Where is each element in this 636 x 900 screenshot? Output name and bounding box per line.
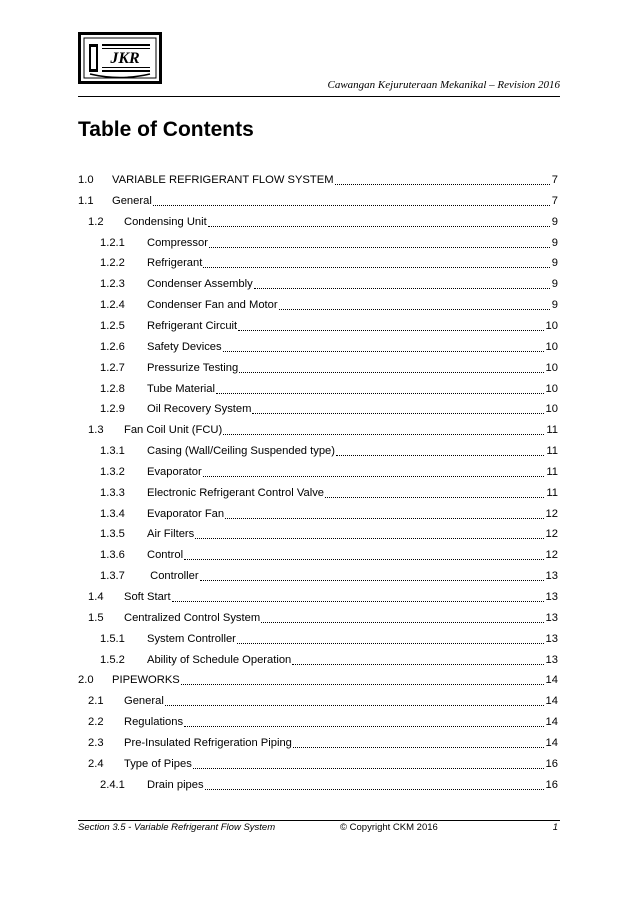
toc-entry-number: 1.3.1 (100, 445, 125, 458)
toc-entry-title: Air Filters (147, 528, 195, 541)
toc-entry-number: 1.2.4 (100, 299, 125, 312)
toc-entry[interactable] (0, 733, 636, 753)
toc-entry-page: 7 (551, 174, 558, 186)
toc-entry-title: Centralized Control System (124, 611, 261, 624)
toc-entry[interactable] (0, 399, 636, 419)
toc-entry[interactable] (0, 712, 636, 732)
toc-entry-number: 1.3.2 (100, 465, 125, 478)
page-title: Table of Contents (78, 118, 254, 141)
toc-entry[interactable] (0, 691, 636, 711)
toc-dot-leader (239, 372, 544, 373)
toc-entry-page: 13 (545, 611, 558, 624)
toc-dot-leader (165, 705, 544, 706)
toc-entry-page: 10 (545, 340, 558, 353)
toc-entry[interactable] (0, 587, 636, 607)
toc-entry-number: 1.0 (78, 174, 94, 186)
toc-dot-leader (181, 684, 544, 685)
toc-entry[interactable] (0, 483, 636, 503)
toc-entry[interactable] (0, 358, 636, 378)
toc-dot-leader (237, 643, 544, 644)
toc-entry-title: Pre-Insulated Refrigeration Piping (124, 736, 292, 749)
toc-dot-leader (336, 455, 544, 456)
header-revision-text: Cawangan Kejuruteraan Mekanikal – Revision 2016 (327, 79, 560, 91)
toc-dot-leader (205, 789, 544, 790)
toc-entry-title: Evaporator Fan (147, 507, 225, 520)
toc-entry[interactable] (0, 295, 636, 315)
jkr-logo (78, 32, 162, 84)
toc-entry-page: 10 (545, 361, 558, 374)
toc-entry-number: 1.2.2 (100, 257, 125, 270)
toc-entry-number: 2.4 (88, 757, 104, 770)
toc-entry-page: 13 (545, 632, 558, 645)
toc-entry-title: Refrigerant Circuit (147, 319, 238, 332)
toc-entry[interactable] (0, 379, 636, 399)
toc-entry-title: Compressor (147, 236, 208, 249)
toc-entry-page: 12 (545, 528, 558, 541)
toc-entry-page: 10 (545, 382, 558, 395)
toc-entry-page: 13 (545, 570, 558, 583)
toc-dot-leader (223, 351, 544, 352)
toc-entry-title: Ability of Schedule Operation (147, 653, 292, 666)
toc-entry-title: Pressurize Testing (147, 361, 239, 374)
toc-entry-number: 1.2.1 (100, 236, 125, 249)
toc-entry-page: 16 (545, 757, 558, 770)
toc-entry-title: Condenser Assembly (147, 278, 253, 291)
toc-entry-number: 2.0 (78, 674, 94, 687)
toc-entry[interactable] (0, 524, 636, 544)
toc-entry-number: 1.3 (88, 424, 104, 437)
toc-entry-title: VARIABLE REFRIGERANT FLOW SYSTEM (112, 174, 334, 186)
toc-entry[interactable] (0, 608, 636, 628)
toc-entry-number: 1.2.9 (100, 403, 125, 416)
toc-entry-page: 9 (551, 215, 558, 228)
toc-entry-page: 16 (545, 778, 558, 791)
toc-entry-title: Fan Coil Unit (FCU) (124, 424, 223, 437)
footer-divider (78, 820, 560, 821)
toc-entry-title: General (124, 695, 164, 708)
footer-section: Section 3.5 - Variable Refrigerant Flow System (78, 822, 276, 833)
toc-entry-title: Control (147, 549, 184, 562)
toc-entry[interactable] (0, 650, 636, 670)
toc-entry-title: System Controller (147, 632, 236, 645)
toc-dot-leader (225, 518, 544, 519)
toc-entry-number: 1.3.3 (100, 486, 125, 499)
header-divider (78, 96, 560, 97)
toc-entry-number: 2.1 (88, 695, 104, 708)
toc-dot-leader (172, 601, 544, 602)
toc-entry-page: 13 (545, 653, 558, 666)
toc-entry-title: Regulations (124, 716, 184, 729)
toc-entry-title: Electronic Refrigerant Control Valve (147, 486, 325, 499)
toc-entry-number: 1.5 (88, 611, 104, 624)
toc-entry-number: 1.2.3 (100, 278, 125, 291)
toc-entry[interactable] (0, 629, 636, 649)
toc-entry-number: 2.4.1 (100, 778, 125, 791)
toc-entry-page: 11 (546, 465, 558, 478)
toc-entry-page: 11 (546, 424, 558, 437)
toc-entry-title: Refrigerant (147, 257, 203, 270)
toc-dot-leader (252, 413, 544, 414)
toc-entry-number: 1.2.8 (100, 382, 125, 395)
toc-dot-leader (238, 330, 544, 331)
toc-entry-number: 1.2.6 (100, 340, 125, 353)
toc-entry-title: Soft Start (124, 591, 171, 603)
toc-entry-page: 9 (551, 278, 558, 291)
toc-dot-leader (335, 184, 550, 185)
toc-dot-leader (216, 393, 544, 394)
toc-entry[interactable] (0, 191, 636, 211)
toc-entry-title: Controller (147, 570, 199, 583)
toc-dot-leader (184, 559, 544, 560)
toc-dot-leader (279, 309, 550, 310)
toc-dot-leader (193, 768, 544, 769)
toc-entry-page: 7 (551, 194, 558, 207)
toc-entry-page: 14 (545, 674, 558, 687)
toc-entry-number: 1.1 (78, 194, 94, 207)
toc-dot-leader (200, 580, 544, 581)
toc-entry-number: 1.2.5 (100, 319, 125, 332)
toc-entry[interactable] (0, 420, 636, 440)
toc-entry[interactable] (0, 316, 636, 336)
toc-dot-leader (293, 747, 544, 748)
toc-entry[interactable] (0, 337, 636, 357)
toc-entry-page: 14 (545, 736, 558, 749)
toc-dot-leader (292, 664, 544, 665)
toc-entry-title: Evaporator (147, 465, 202, 478)
toc-dot-leader (203, 267, 550, 268)
toc-entry-page: 9 (551, 299, 558, 312)
toc-entry[interactable] (0, 754, 636, 774)
toc-entry-page: 13 (545, 591, 558, 603)
toc-entry[interactable] (0, 233, 636, 253)
toc-dot-leader (203, 476, 544, 477)
toc-entry-title: Oil Recovery System (147, 403, 252, 416)
toc-entry-page: 10 (545, 403, 558, 416)
toc-entry[interactable] (0, 170, 636, 190)
toc-entry-number: 2.3 (88, 736, 104, 749)
toc-entry-title: Drain pipes (147, 778, 204, 791)
toc-dot-leader (195, 538, 544, 539)
footer-page-number: 1 (552, 822, 558, 833)
toc-dot-leader (208, 226, 550, 227)
toc-entry-number: 1.3.4 (100, 507, 125, 520)
toc-entry-title: Condensing Unit (124, 215, 207, 228)
toc-entry-page: 9 (551, 257, 558, 270)
toc-entry-page: 12 (545, 507, 558, 520)
toc-dot-leader (325, 497, 544, 498)
toc-entry[interactable] (0, 441, 636, 461)
toc-entry-page: 12 (545, 549, 558, 562)
toc-entry-page: 11 (546, 445, 558, 458)
toc-entry[interactable] (0, 670, 636, 690)
toc-entry-number: 1.4 (88, 591, 104, 603)
toc-entry-title: PIPEWORKS (112, 674, 180, 687)
toc-entry[interactable] (0, 274, 636, 294)
toc-entry-number: 1.2.7 (100, 361, 125, 374)
toc-dot-leader (223, 434, 544, 435)
toc-dot-leader (209, 247, 550, 248)
toc-entry-number: 1.5.2 (100, 653, 125, 666)
toc-entry[interactable] (0, 212, 636, 232)
footer-copyright: © Copyright CKM 2016 (340, 822, 438, 833)
toc-entry[interactable] (0, 253, 636, 273)
toc-dot-leader (261, 622, 544, 623)
toc-entry-number: 1.5.1 (100, 632, 125, 645)
toc-entry-title: Type of Pipes (124, 757, 192, 770)
toc-entry[interactable] (0, 566, 636, 586)
toc-entry[interactable] (0, 545, 636, 565)
toc-dot-leader (254, 288, 550, 289)
toc-entry-page: 11 (546, 486, 558, 499)
toc-entry-number: 1.3.6 (100, 549, 125, 562)
toc-entry-page: 9 (551, 236, 558, 249)
toc-entry-number: 1.3.5 (100, 528, 125, 541)
svg-text:JKR: JKR (110, 50, 140, 67)
toc-entry-page: 14 (545, 716, 558, 729)
toc-entry-title: Safety Devices (147, 340, 222, 353)
toc-entry-title: General (112, 194, 152, 207)
toc-entry-title: Casing (Wall/Ceiling Suspended type) (147, 445, 336, 458)
toc-entry[interactable] (0, 775, 636, 795)
toc-entry-number: 2.2 (88, 716, 104, 729)
toc-entry-number: 1.3.7 (100, 570, 125, 583)
toc-entry-title: Tube Material (147, 382, 215, 395)
toc-entry-title: Condenser Fan and Motor (147, 299, 278, 312)
toc-dot-leader (184, 726, 544, 727)
toc-dot-leader (153, 205, 550, 206)
toc-entry[interactable] (0, 504, 636, 524)
toc-entry-page: 14 (545, 695, 558, 708)
toc-entry[interactable] (0, 462, 636, 482)
toc-entry-number: 1.2 (88, 215, 104, 228)
toc-entry-page: 10 (545, 319, 558, 332)
